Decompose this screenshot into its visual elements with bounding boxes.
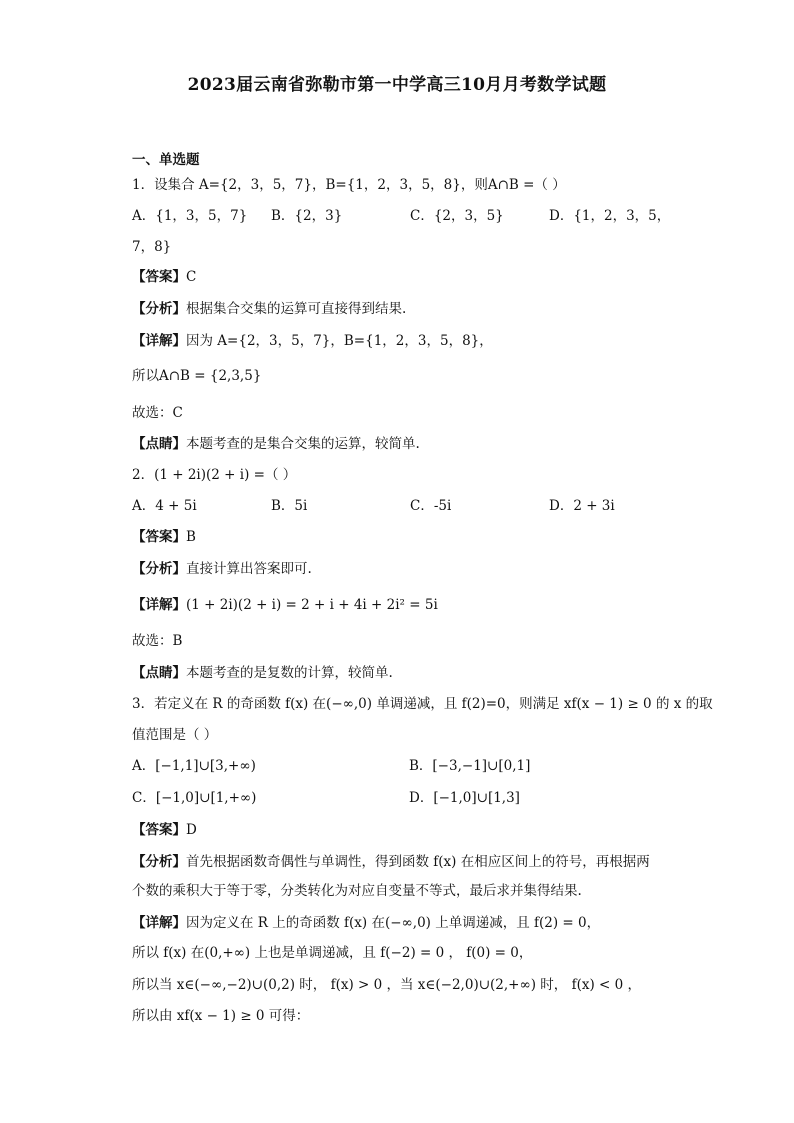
q1-option-d-cont: 7，8} <box>132 239 172 255</box>
comment-text: 本题考查的是集合交集的运算，较简单. <box>186 436 420 452</box>
q3-detail <box>132 911 600 931</box>
q3-option-b: B．[−3,−1]∪[0,1] <box>409 758 531 774</box>
comment-text: 本题考查的是复数的计算，较简单. <box>186 665 393 681</box>
q1-stem: 1．设集合 A={2，3，5，7}，B={1，2，3，5，8}，则A∩B =（ ） <box>132 177 566 193</box>
analysis-text: 直接计算出答案即可. <box>186 561 312 577</box>
q2-option-c: C．-5i <box>410 498 452 514</box>
answer-value: C <box>186 269 197 285</box>
q2-stem: 2．(1 + 2i)(2 + i) =（ ） <box>132 467 297 483</box>
q3-detail-4: 所以由 xf(x − 1) ≥ 0 可得： <box>132 1008 310 1024</box>
q3-analysis <box>132 850 650 870</box>
q3-detail-3: 所以当 x∈(−∞,−2)∪(0,2) 时， f(x) > 0 ，当 x∈(−2,0)∪(2,+∞) 时， f(x) < 0 ， <box>132 977 641 993</box>
q1-option-b: B．{2，3} <box>271 208 343 224</box>
detail-tag: 【详解】 <box>132 915 186 931</box>
q2-option-b: B．5i <box>271 498 308 514</box>
answer-value: B <box>186 529 196 545</box>
q3-option-c: C．[−1,0]∪[1,+∞) <box>132 790 257 806</box>
q1-choose: 故选：C <box>132 405 183 421</box>
q3-stem-2: 值范围是（ ） <box>132 727 218 743</box>
analysis-tag: 【分析】 <box>132 561 186 577</box>
q1-option-a: A．{1，3，5，7} <box>132 208 248 224</box>
analysis-text: 首先根据函数奇偶性与单调性，得到函数 f(x) 在相应区间上的符号，再根据两 <box>186 854 650 870</box>
analysis-tag: 【分析】 <box>132 854 186 870</box>
detail-text: 因为 A={2，3，5，7}，B={1，2，3，5，8}， <box>186 333 493 349</box>
q3-analysis-2: 个数的乘积大于等于零，分类转化为对应自变量不等式，最后求并集得结果. <box>132 883 582 899</box>
answer-tag: 【答案】 <box>132 822 186 838</box>
answer-tag: 【答案】 <box>132 269 186 285</box>
q1-analysis <box>132 297 406 317</box>
comment-tag: 【点睛】 <box>132 436 186 452</box>
q1-detail <box>132 329 493 349</box>
q3-detail-2: 所以 f(x) 在(0,+∞) 上也是单调递减，且 f(−2) = 0 ， f(0) = 0， <box>132 945 533 961</box>
q1-option-c: C．{2，3，5} <box>410 208 504 224</box>
section-heading: 一、单选题 <box>132 152 200 168</box>
q1-option-d: D．{1，2，3，5， <box>549 208 671 224</box>
detail-text: (1 + 2i)(2 + i) = 2 + i + 4i + 2i² = 5i <box>186 597 438 613</box>
q3-option-a: A．[−1,1]∪[3,+∞) <box>132 758 256 774</box>
q3-answer <box>132 818 197 838</box>
comment-tag: 【点睛】 <box>132 665 186 681</box>
q2-option-a: A．4 + 5i <box>132 498 197 514</box>
q1-detail-2: 所以A∩B = {2,3,5} <box>132 368 262 384</box>
q2-choose: 故选：B <box>132 633 183 649</box>
analysis-tag: 【分析】 <box>132 301 186 317</box>
q2-answer <box>132 525 196 545</box>
answer-value: D <box>186 822 197 838</box>
q3-stem: 3．若定义在 R 的奇函数 f(x) 在(−∞,0) 单调递减，且 f(2)=0，则满足 xf(x − 1) ≥ 0 的 x 的取 <box>132 696 713 712</box>
q2-comment <box>132 661 393 681</box>
q1-comment <box>132 432 420 452</box>
answer-tag: 【答案】 <box>132 529 186 545</box>
page-title: 2023届云南省弥勒市第一中学高三10月月考数学试题 <box>187 75 607 95</box>
q3-option-d: D．[−1,0]∪[1,3] <box>409 790 520 806</box>
q2-detail <box>132 593 438 613</box>
q2-analysis <box>132 557 312 577</box>
detail-tag: 【详解】 <box>132 333 186 349</box>
detail-tag: 【详解】 <box>132 597 186 613</box>
q2-option-d: D．2 + 3i <box>549 498 615 514</box>
q1-answer <box>132 265 196 285</box>
analysis-text: 根据集合交集的运算可直接得到结果. <box>186 301 407 317</box>
detail-text: 因为定义在 R 上的奇函数 f(x) 在(−∞,0) 上单调递减，且 f(2) = 0， <box>186 915 601 931</box>
